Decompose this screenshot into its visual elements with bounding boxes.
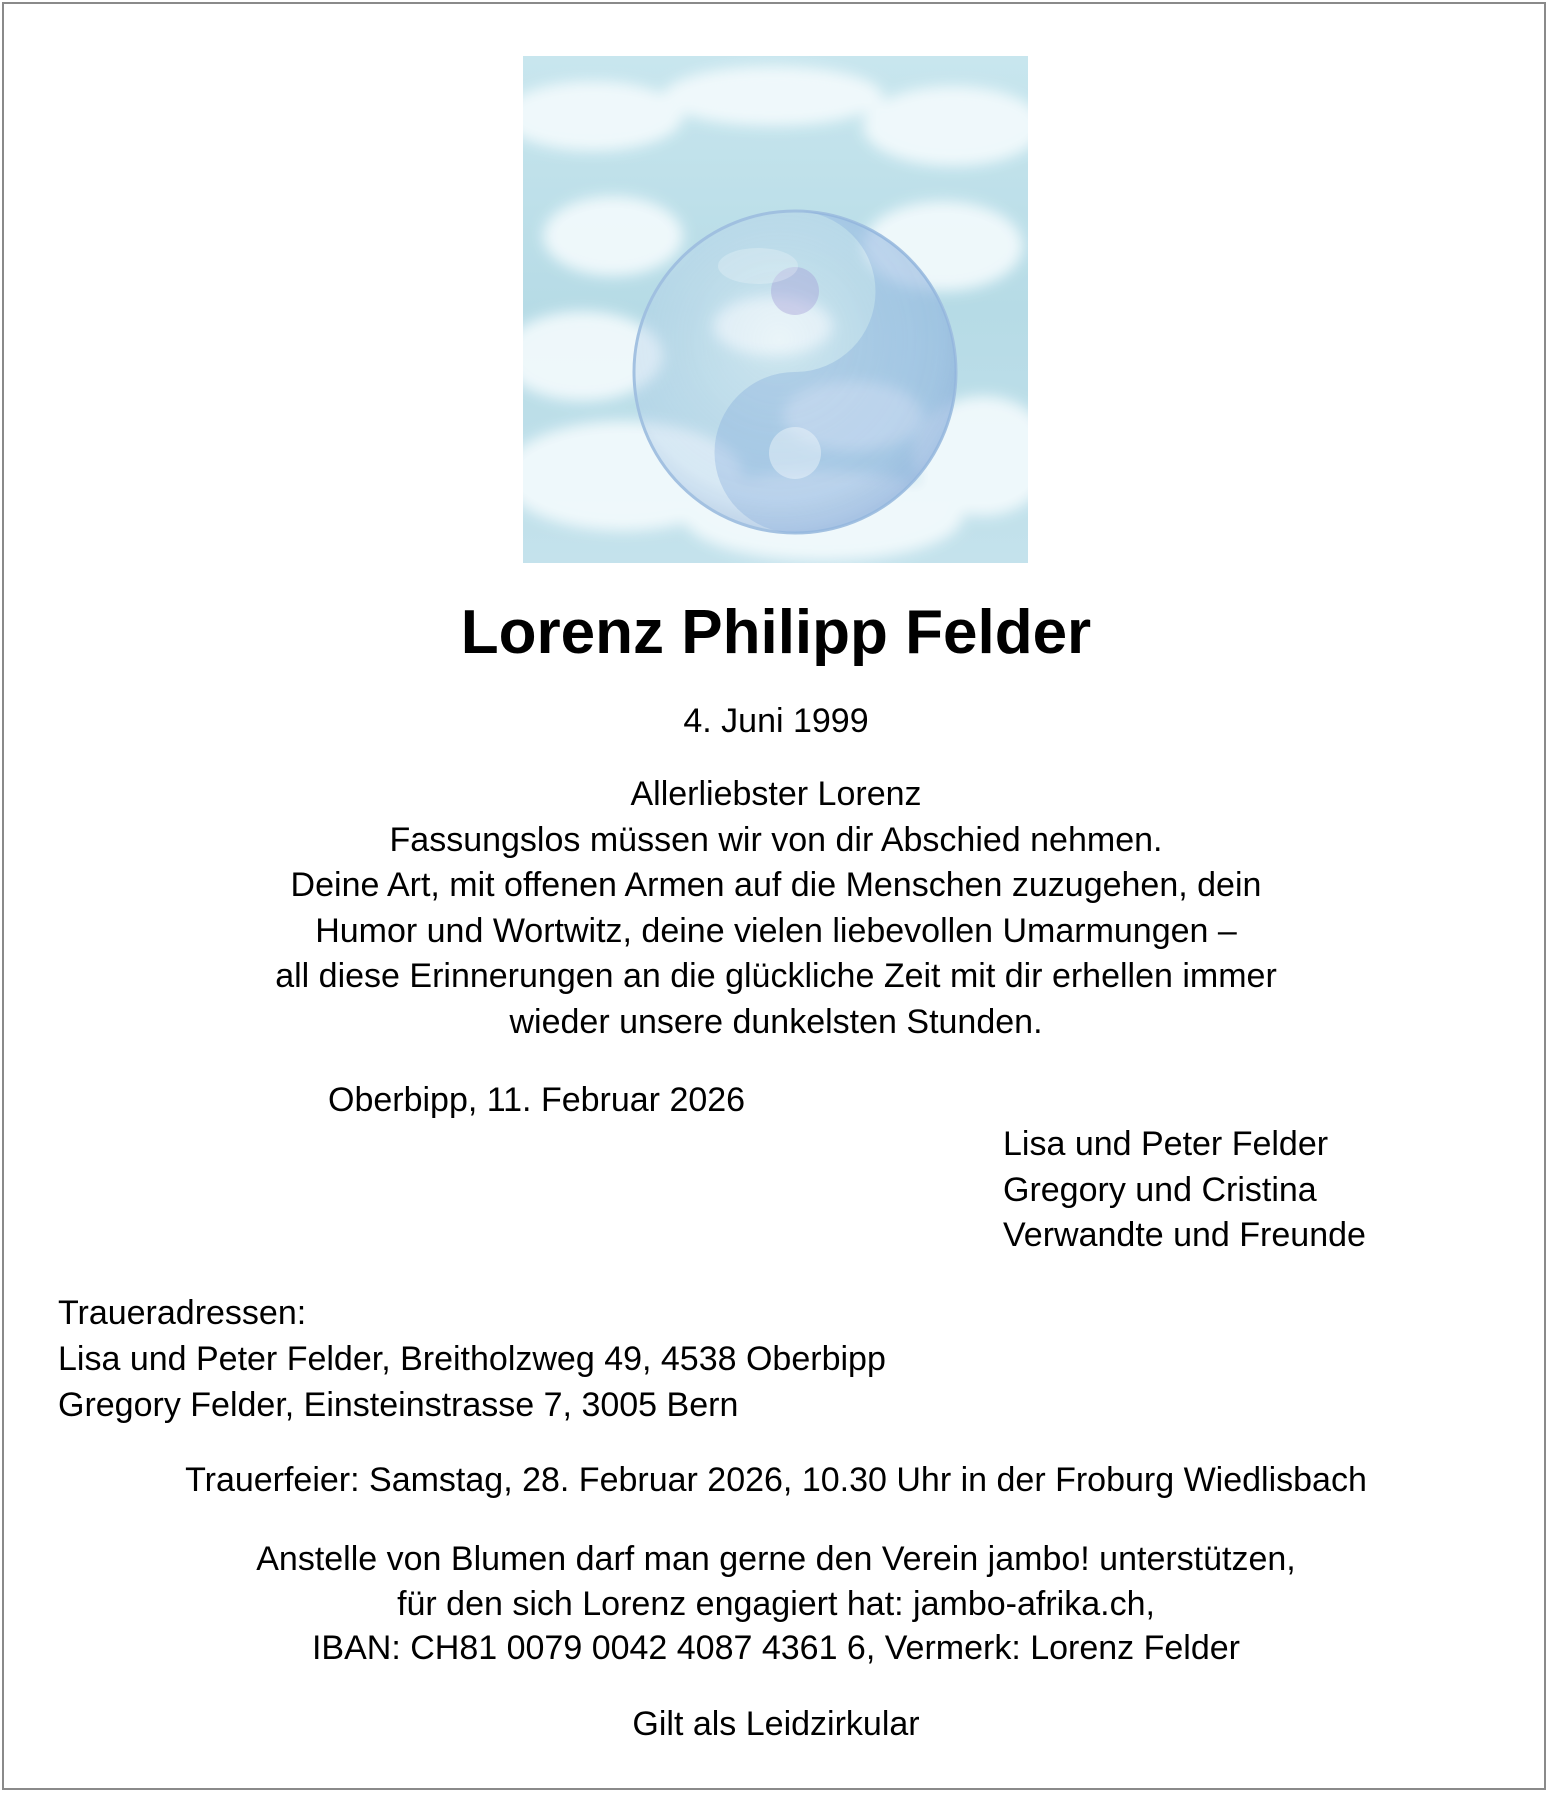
deceased-name: Lorenz Philipp Felder <box>460 598 1092 667</box>
circular-note: Gilt als Leidzirkular <box>632 1705 920 1743</box>
signatories <box>1003 1122 1366 1259</box>
address-line: Gregory Felder, Einsteinstrasse 7, 3005 Bern <box>58 1386 739 1424</box>
donation-line: für den sich Lorenz engagiert hat: jambo-afrika.ch, <box>397 1584 1155 1623</box>
place-date: Oberbipp, 11. Februar 2026 <box>328 1081 746 1119</box>
birth-date: 4. Juni 1999 <box>683 702 869 740</box>
signatory: Gregory und Cristina <box>1003 1170 1317 1209</box>
address-line: Lisa und Peter Felder, Breitholzweg 49, 4538 Oberbipp <box>58 1340 886 1378</box>
signatory: Verwandte und Freunde <box>1003 1216 1366 1254</box>
mourning-addresses <box>58 1290 886 1428</box>
farewell-text <box>0 772 1552 1046</box>
donation-line: Anstelle von Blumen darf man gerne den Verein jambo! unterstützen, <box>256 1540 1296 1578</box>
signatory: Lisa und Peter Felder <box>1003 1125 1329 1163</box>
farewell-line: Deine Art, mit offenen Armen auf die Menschen zuzugehen, dein <box>290 866 1262 905</box>
cloud-yinyang-painting <box>523 56 1028 563</box>
funeral-ceremony: Trauerfeier: Samstag, 28. Februar 2026, 10.30 Uhr in der Froburg Wiedlisbach <box>185 1461 1367 1499</box>
farewell-line: Humor und Wortwitz, deine vielen liebevollen Umarmungen – <box>315 911 1237 950</box>
farewell-line: all diese Erinnerungen an die glückliche Zeit mit dir erhellen immer <box>275 957 1277 996</box>
donation-info <box>0 1537 1552 1671</box>
farewell-line: wieder unsere dunkelsten Stunden. <box>509 1002 1043 1041</box>
addresses-heading: Traueradressen: <box>58 1294 307 1332</box>
farewell-line: Fassungslos müssen wir von dir Abschied nehmen. <box>389 820 1163 859</box>
farewell-line: Allerliebster Lorenz <box>630 775 922 813</box>
donation-line: IBAN: CH81 0079 0042 4087 4361 6, Vermerk: Lorenz Felder <box>311 1629 1240 1667</box>
